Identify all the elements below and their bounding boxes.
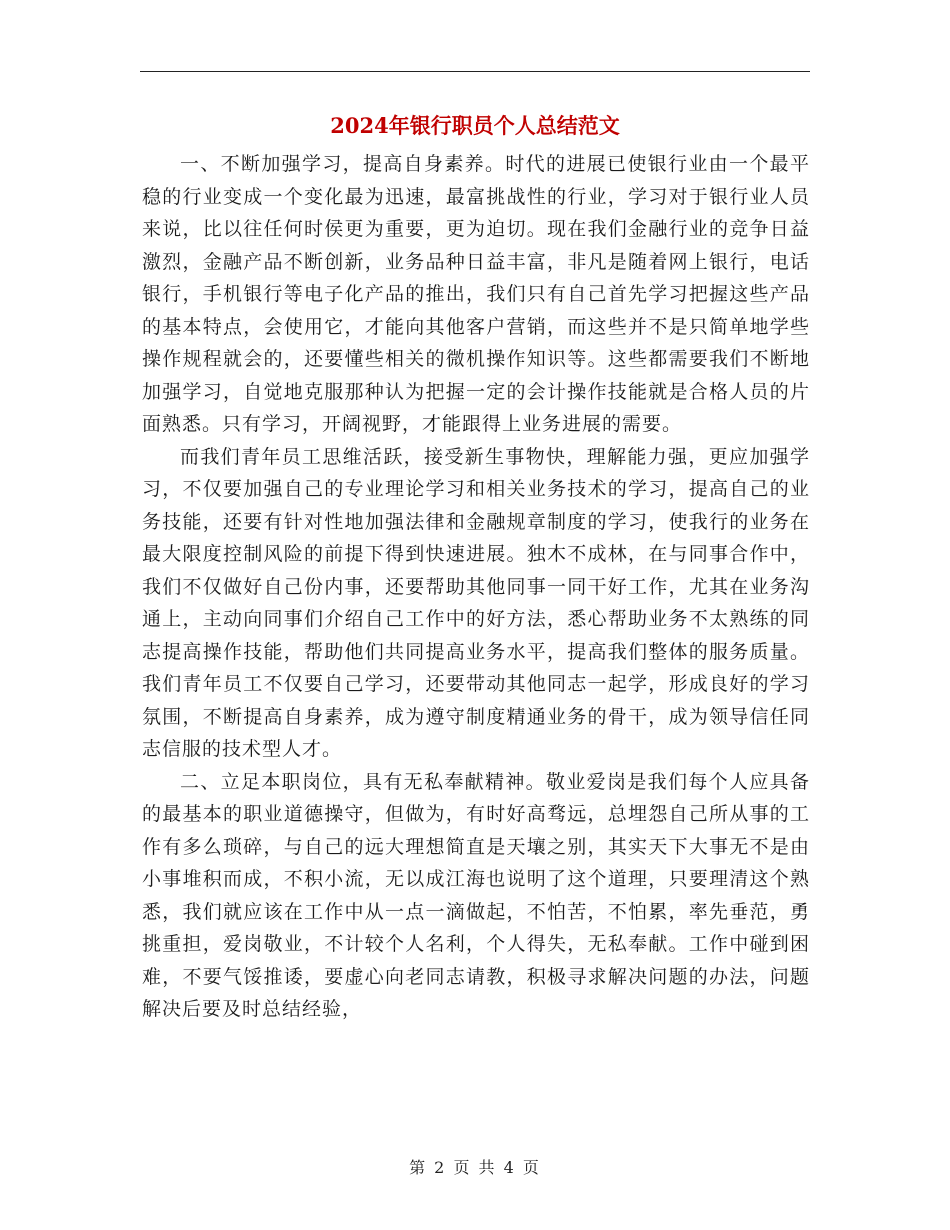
paragraph-2: 而我们青年员工思维活跃，接受新生事物快，理解能力强，更应加强学习，不仅要加强自己的专业理论学习和相关业务技术的学习，提高自己的业务技能，还要有针对性地加强法律和金融规章制度的学习，使我行的业务在最大限度控制风险的前提下得到快速进展。独木不成林，在与同事合作中，我们不仅做好自己份内事，还要帮助其他同事一同干好工作，尤其在业务沟通上，主动向同事们介绍自己工作中的好方法，悉心帮助业务不太熟练的同志提高操作技能，帮助他们共同提高业务水平，提高我们整体的服务质量。我们青年员工不仅要自己学习，还要带动其他同志一起学，形成良好的学习氛围，不断提高自身素养，成为遵守制度精通业务的骨干，成为领导信任同志信服的技术型人才。	[142, 445, 810, 760]
page-footer	[0, 1155, 950, 1178]
document-title: 2024年银行职员个人总结范文	[330, 113, 620, 138]
paragraph-3: 二、立足本职岗位，具有无私奉献精神。敬业爱岗是我们每个人应具备的最基本的职业道德操守，但做为，有时好高骛远，总埋怨自己所从事的工作有多么琐碎，与自己的远大理想简直是天壤之别，其实天下大事无不是由小事堆积而成，不积小流，无以成江海也说明了这个道理，只要理清这个熟悉，我们就应该在工作中从一点一滴做起，不怕苦，不怕累，率先垂范，勇挑重担，爱岗敬业，不计较个人名利，个人得失，无私奉献。工作中碰到困难，不要气馁推诿，要虚心向老同志请教，积极寻求解决问题的办法，问题解决后要及时总结经验，	[142, 770, 810, 1020]
header-rule	[140, 71, 810, 72]
page-number-label: 第 2 页 共 4 页	[409, 1158, 541, 1177]
document-body	[142, 148, 810, 1026]
paragraph-1: 一、不断加强学习，提高自身素养。时代的进展已使银行业由一个最平稳的行业变成一个变化最为迅速，最富挑战性的行业，学习对于银行业人员来说，比以往任何时侯更为重要，更为迫切。现在我们金融行业的竞争日益激烈，金融产品不断创新，业务品种日益丰富，非凡是随着网上银行，电话银行，手机银行等电子化产品的推出，我们只有自己首先学习把握这些产品的基本特点，会使用它，才能向其他客户营销，而这些并不是只简单地学些操作规程就会的，还要懂些相关的微机操作知识等。这些都需要我们不断地加强学习，自觉地克服那种认为把握一定的会计操作技能就是合格人员的片面熟悉。只有学习，开阔视野，才能跟得上业务进展的需要。	[142, 153, 810, 435]
